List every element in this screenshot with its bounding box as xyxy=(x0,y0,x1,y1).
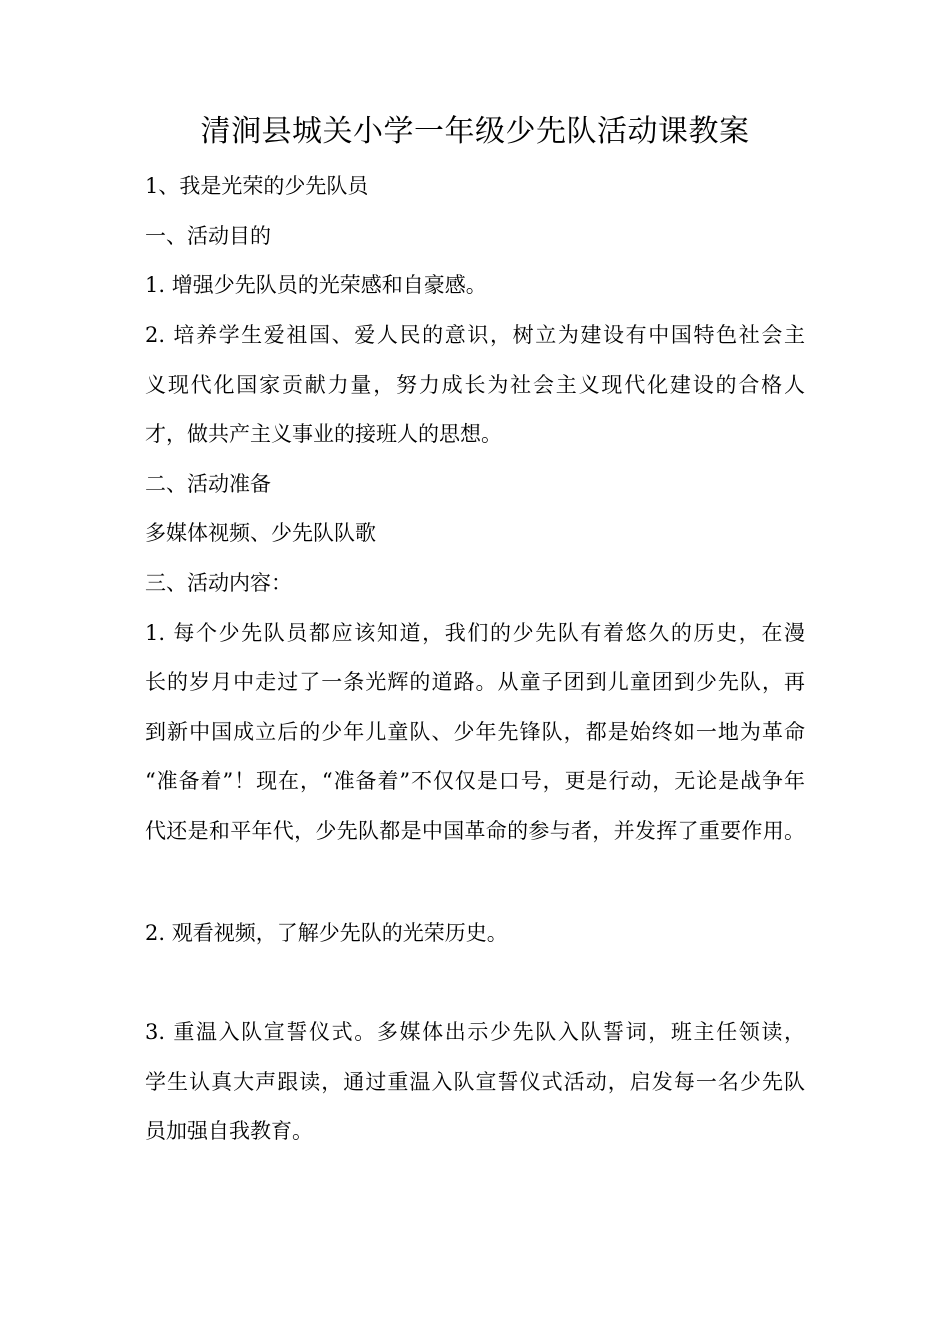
lesson-title: 1、我是光荣的少先队员 xyxy=(145,174,369,198)
content-item-3-line-3: 员加强自我教育。 xyxy=(145,1119,313,1143)
content-item-3-line-1: 3. 重温入队宣誓仪式。多媒体出示少先队入队誓词，班主任领读， xyxy=(145,1020,805,1044)
preparation-content: 多媒体视频、少先队队歌 xyxy=(145,521,376,545)
content-item-1-line-5: 代还是和平年代，少先队都是中国革命的参与者，并发挥了重要作用。 xyxy=(145,819,805,843)
document-title: 清涧县城关小学一年级少先队活动课教案 xyxy=(200,114,750,149)
content-item-1-line-3: 到新中国成立后的少年儿童队、少年先锋队，都是始终如一地为革命 xyxy=(145,720,805,744)
purpose-item-2-line-1: 2. 培养学生爱祖国、爱人民的意识，树立为建设有中国特色社会主 xyxy=(145,323,805,347)
purpose-item-1: 1. 增强少先队员的光荣感和自豪感。 xyxy=(145,273,487,297)
purpose-item-2-line-3: 才，做共产主义事业的接班人的思想。 xyxy=(145,422,502,446)
content-item-1-line-1: 1. 每个少先队员都应该知道，我们的少先队有着悠久的历史，在漫 xyxy=(145,621,805,645)
content-item-1-line-2: 长的岁月中走过了一条光辉的道路。从童子团到儿童团到少先队，再 xyxy=(145,670,805,694)
content-item-2: 2. 观看视频，了解少先队的光荣历史。 xyxy=(145,921,508,945)
section-heading-purpose: 一、活动目的 xyxy=(145,224,271,248)
purpose-item-2-line-2: 义现代化国家贡献力量，努力成长为社会主义现代化建设的合格人 xyxy=(145,373,805,397)
section-heading-content: 三、活动内容： xyxy=(145,571,292,595)
section-heading-preparation: 二、活动准备 xyxy=(145,472,271,496)
content-item-1-line-4: “准备着”！现在，“准备着”不仅仅是口号，更是行动，无论是战争年 xyxy=(145,769,805,793)
content-item-3-line-2: 学生认真大声跟读，通过重温入队宣誓仪式活动，启发每一名少先队 xyxy=(145,1070,805,1094)
